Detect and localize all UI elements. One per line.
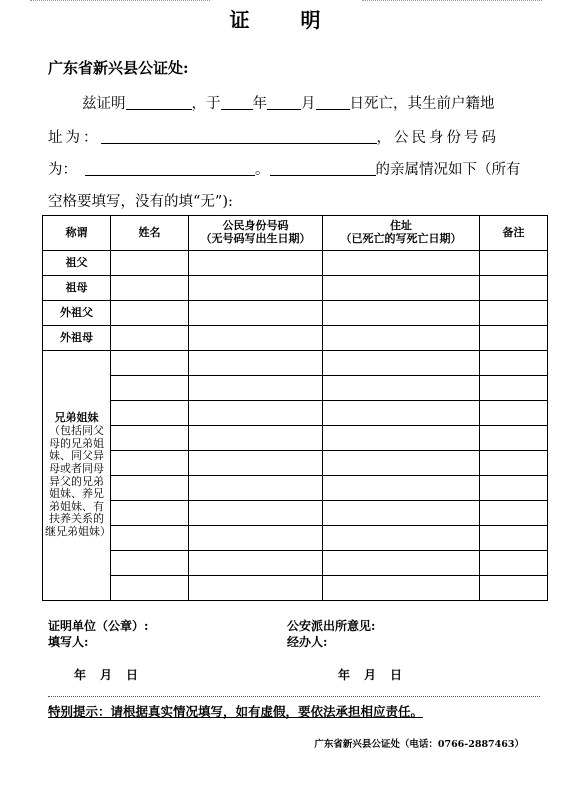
name-cell[interactable] bbox=[111, 476, 189, 501]
name-cell[interactable] bbox=[111, 401, 189, 426]
remarks-cell[interactable] bbox=[480, 376, 548, 401]
address-cell[interactable] bbox=[323, 526, 480, 551]
col-header-remarks: 备注 bbox=[480, 216, 548, 251]
death-year-blank[interactable] bbox=[221, 95, 253, 110]
id-cell[interactable] bbox=[189, 351, 323, 376]
address-cell[interactable] bbox=[323, 276, 480, 301]
table-row bbox=[43, 576, 548, 601]
relation-label: 外祖父 bbox=[43, 301, 111, 326]
address-cell[interactable] bbox=[323, 576, 480, 601]
body-line-1: 兹证明 ，于 年 月 日死亡，其生前户籍地 bbox=[82, 96, 495, 112]
col-header-address: 住址 （已死亡的写死亡日期） bbox=[323, 216, 480, 251]
deceased-name-blank[interactable] bbox=[126, 95, 192, 110]
addressee: 广东省新兴县公证处: bbox=[48, 59, 189, 77]
col-header-relation: 称谓 bbox=[43, 216, 111, 251]
relation-label: 祖母 bbox=[43, 276, 111, 301]
top-dotted-line-right bbox=[362, 0, 542, 2]
id-cell[interactable] bbox=[189, 501, 323, 526]
table-row bbox=[43, 526, 548, 551]
body-line-3: 为： 。 的亲属情况如下（所有 bbox=[48, 162, 521, 178]
address-cell[interactable] bbox=[323, 501, 480, 526]
remarks-cell[interactable] bbox=[480, 276, 548, 301]
table-row bbox=[43, 376, 548, 401]
address-cell[interactable] bbox=[323, 301, 480, 326]
remarks-cell[interactable] bbox=[480, 301, 548, 326]
name-cell[interactable] bbox=[111, 526, 189, 551]
id-cell[interactable] bbox=[189, 526, 323, 551]
address-cell[interactable] bbox=[323, 351, 480, 376]
address-cell[interactable] bbox=[323, 326, 480, 351]
special-notice: 特别提示：请根据真实情况填写，如有虚假，要依法承担相应责任。 bbox=[48, 704, 424, 719]
date-left: 年 月 日 bbox=[74, 668, 140, 682]
name-cell[interactable] bbox=[111, 451, 189, 476]
relatives-table bbox=[42, 215, 548, 601]
remarks-cell[interactable] bbox=[480, 526, 548, 551]
address-cell[interactable] bbox=[323, 551, 480, 576]
table-row bbox=[43, 301, 548, 326]
address-cell[interactable] bbox=[323, 426, 480, 451]
id-cell[interactable] bbox=[189, 301, 323, 326]
name-cell[interactable] bbox=[111, 251, 189, 276]
col-header-id: 公民身份号码 （无号码写出生日期） bbox=[189, 216, 323, 251]
name-cell[interactable] bbox=[111, 351, 189, 376]
household-address-blank[interactable] bbox=[101, 129, 377, 144]
table-header-row bbox=[43, 216, 548, 251]
address-cell[interactable] bbox=[323, 401, 480, 426]
id-cell[interactable] bbox=[189, 451, 323, 476]
name-cell[interactable] bbox=[111, 376, 189, 401]
address-cell[interactable] bbox=[323, 376, 480, 401]
page-title: 证 明 bbox=[229, 8, 343, 32]
id-cell[interactable] bbox=[189, 401, 323, 426]
id-cell[interactable] bbox=[189, 276, 323, 301]
remarks-cell[interactable] bbox=[480, 476, 548, 501]
id-number-blank[interactable] bbox=[85, 161, 255, 176]
name-cell[interactable] bbox=[111, 301, 189, 326]
table-row bbox=[43, 476, 548, 501]
tip-divider bbox=[48, 696, 540, 697]
relation-label: 祖父 bbox=[43, 251, 111, 276]
name-cell[interactable] bbox=[111, 501, 189, 526]
death-month-blank[interactable] bbox=[267, 95, 301, 110]
id-cell[interactable] bbox=[189, 376, 323, 401]
top-dotted-line-left bbox=[30, 0, 210, 2]
name-cell[interactable] bbox=[111, 576, 189, 601]
remarks-cell[interactable] bbox=[480, 551, 548, 576]
name-cell[interactable] bbox=[111, 326, 189, 351]
remarks-cell[interactable] bbox=[480, 351, 548, 376]
notary-contact: 广东省新兴县公证处（电话：0766-2887463） bbox=[314, 739, 524, 750]
table-row bbox=[43, 251, 548, 276]
table-row bbox=[43, 401, 548, 426]
id-cell[interactable] bbox=[189, 326, 323, 351]
police-opinion-label: 公安派出所意见: bbox=[287, 619, 376, 633]
address-cell[interactable] bbox=[323, 251, 480, 276]
table-row bbox=[43, 351, 548, 376]
id-cell[interactable] bbox=[189, 551, 323, 576]
table-row bbox=[43, 276, 548, 301]
remarks-cell[interactable] bbox=[480, 326, 548, 351]
table-row bbox=[43, 501, 548, 526]
handler-label: 经办人: bbox=[287, 635, 328, 649]
issuing-unit-label: 证明单位（公章）: bbox=[48, 619, 149, 633]
remarks-cell[interactable] bbox=[480, 451, 548, 476]
table-row bbox=[43, 326, 548, 351]
table-row bbox=[43, 451, 548, 476]
date-right: 年 月 日 bbox=[338, 668, 404, 682]
filler-label: 填写人: bbox=[48, 635, 89, 649]
table-row bbox=[43, 551, 548, 576]
death-day-blank[interactable] bbox=[316, 95, 350, 110]
name-cell[interactable] bbox=[111, 426, 189, 451]
remarks-cell[interactable] bbox=[480, 401, 548, 426]
name-cell[interactable] bbox=[111, 551, 189, 576]
siblings-label-cell: 兄弟姐妹 （包括同父母的兄弟姐妹、同父异母或者同母异父的兄弟姐妹、养兄弟姐妹、有扶养关系的继兄弟姐妹） bbox=[43, 351, 111, 601]
remarks-cell[interactable] bbox=[480, 576, 548, 601]
address-cell[interactable] bbox=[323, 476, 480, 501]
remarks-cell[interactable] bbox=[480, 426, 548, 451]
id-cell[interactable] bbox=[189, 251, 323, 276]
relative-name-blank[interactable] bbox=[270, 161, 376, 176]
remarks-cell[interactable] bbox=[480, 251, 548, 276]
relation-label: 外祖母 bbox=[43, 326, 111, 351]
col-header-name: 姓名 bbox=[111, 216, 189, 251]
remarks-cell[interactable] bbox=[480, 501, 548, 526]
body-line-4: 空格要填写，没有的填“无”): bbox=[48, 194, 233, 210]
name-cell[interactable] bbox=[111, 276, 189, 301]
id-cell[interactable] bbox=[189, 576, 323, 601]
id-cell[interactable] bbox=[189, 426, 323, 451]
table-row bbox=[43, 426, 548, 451]
id-cell[interactable] bbox=[189, 476, 323, 501]
body-line-2: 址为： ，公民身份号码 bbox=[48, 130, 499, 146]
address-cell[interactable] bbox=[323, 451, 480, 476]
